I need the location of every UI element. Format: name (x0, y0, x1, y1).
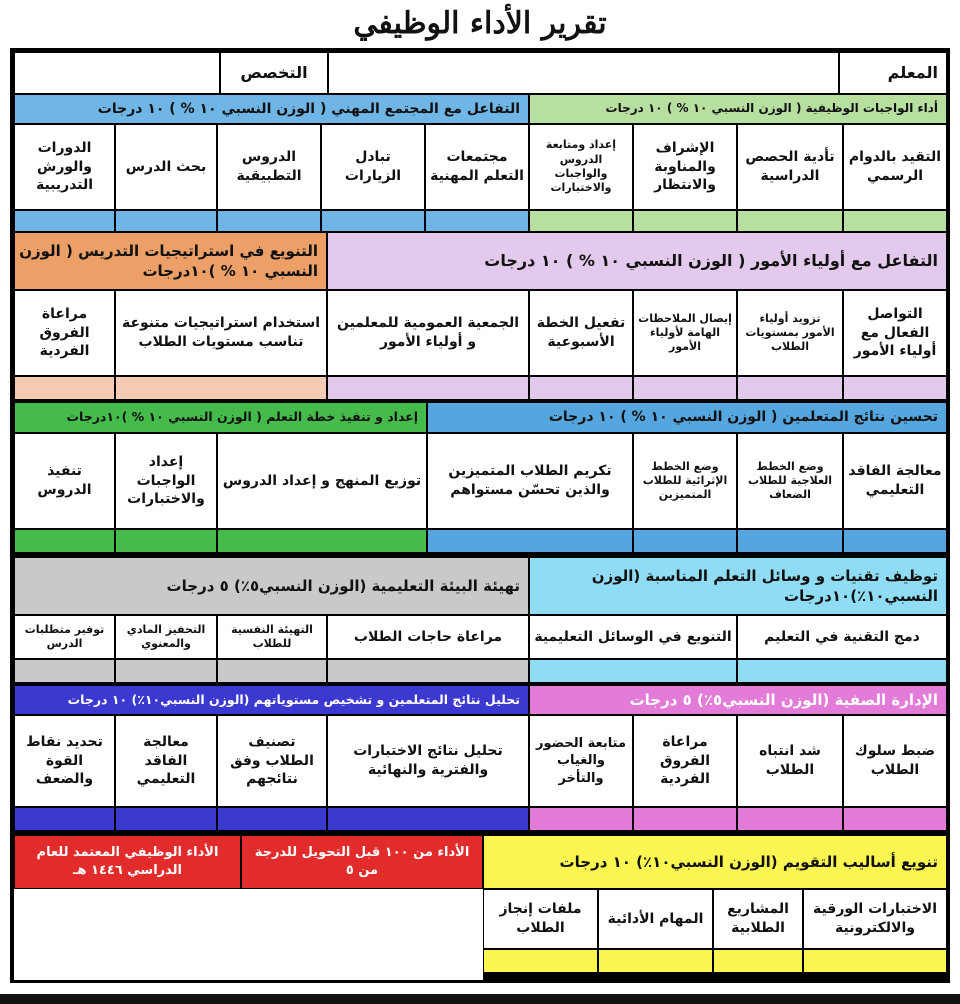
section3-left-title: إعداد و تنفيذ خطة التعلم ( الوزن النسبي ١٠ % )١٠درجات (14, 402, 427, 433)
item-s6-3: المهام الأدائية (598, 889, 713, 949)
score-s5-5[interactable] (327, 807, 529, 831)
item-s1-9: الدورات والورش التدريبية (14, 124, 115, 210)
score-s4-1[interactable] (737, 659, 947, 683)
item-s4-1: دمج التقنية في التعليم (737, 615, 947, 659)
section4-left-title: تهيئة البيئة التعليمية (الوزن النسبي٥٪) ٥ درجات (14, 557, 529, 615)
item-s2-7: مراعاة الفروق الفردية (14, 290, 115, 376)
item-s4-4: التهيئة النفسية للطلاب (217, 615, 327, 659)
item-s1-3: الإشراف والمناوبة والانتظار (633, 124, 737, 210)
item-s5-8: تحديد نقاط القوة والضعف (14, 715, 115, 807)
score-s4-5[interactable] (115, 659, 217, 683)
score-s3-6[interactable] (115, 529, 217, 553)
item-s5-6: تصنيف الطلاب وفق نتائجهم (217, 715, 327, 807)
item-s2-2: تزويد أولياء الأمور بمستويات الطلاب (737, 290, 843, 376)
score-s2-7[interactable] (14, 376, 115, 400)
section2-right-title: التفاعل مع أولياء الأمور ( الوزن النسبي ١٠ % ) ١٠ درجات (327, 232, 947, 290)
item-s3-5: توزيع المنهج و إعداد الدروس (217, 433, 427, 529)
item-s2-3: إيصال الملاحظات الهامة لأولياء الأمور (633, 290, 737, 376)
score-s3-4[interactable] (427, 529, 633, 553)
section1-left-title: التفاعل مع المجتمع المهني ( الوزن النسبي ١٠ % ) ١٠ درجات (14, 94, 529, 124)
score-s1-7[interactable] (217, 210, 321, 232)
score-s3-5[interactable] (217, 529, 427, 553)
item-s2-1: التواصل الفعال مع أولياء الأمور (843, 290, 947, 376)
score-s5-8[interactable] (14, 807, 115, 831)
score-s6-3[interactable] (598, 949, 713, 973)
score-s2-1[interactable] (843, 376, 947, 400)
score-s3-3[interactable] (633, 529, 737, 553)
item-s5-3: مراعاة الفروق الفردية (633, 715, 737, 807)
score-s1-5[interactable] (425, 210, 529, 232)
item-s5-4: متابعة الحضور والغياب والتأخر (529, 715, 633, 807)
section6-right-title: تنويع أساليب التقويم (الوزن النسبي١٠٪) ١٠ درجات (483, 835, 947, 889)
score-s6-2[interactable] (713, 949, 803, 973)
item-s1-1: التقيد بالدوام الرسمي (843, 124, 947, 210)
score-s5-7[interactable] (115, 807, 217, 831)
item-s1-5: مجتمعات التعلم المهنية (425, 124, 529, 210)
item-s5-2: شد انتباه الطلاب (737, 715, 843, 807)
item-s2-5: الجمعية العمومية للمعلمين و أولياء الأمور (327, 290, 529, 376)
item-s1-6: تبادل الزيارات (321, 124, 425, 210)
section5-right-title: الإدارة الصفية (الوزن النسبي٥٪) ٥ درجات (529, 685, 947, 715)
teacher-label: المعلم (839, 52, 947, 94)
score-s2-2[interactable] (737, 376, 843, 400)
score-s4-3[interactable] (327, 659, 529, 683)
item-s3-1: معالجة الفاقد التعليمي (843, 433, 947, 529)
note-before-conversion: الأداء من ١٠٠ قبل التحويل للدرجة من ٥ (241, 835, 483, 889)
item-s1-2: تأدية الحصص الدراسية (737, 124, 843, 210)
score-s3-1[interactable] (843, 529, 947, 553)
section1-right-title: أداء الواجبات الوظيفية ( الوزن النسبي ١٠ % ) ١٠ درجات (529, 94, 947, 124)
score-s4-4[interactable] (217, 659, 327, 683)
score-s5-1[interactable] (843, 807, 947, 831)
score-s3-7[interactable] (14, 529, 115, 553)
item-s5-1: ضبط سلوك الطلاب (843, 715, 947, 807)
score-s2-3[interactable] (633, 376, 737, 400)
bottom-bar (0, 994, 960, 1004)
score-s5-2[interactable] (737, 807, 843, 831)
specialty-field[interactable] (14, 52, 220, 94)
item-s4-5: التحفيز المادي والمعنوي (115, 615, 217, 659)
score-s1-2[interactable] (737, 210, 843, 232)
item-s6-2: المشاريع الطلابية (713, 889, 803, 949)
blank-area (14, 889, 483, 980)
section4-right-title: توظيف تقنيات و وسائل التعلم المناسبة (الوزن النسبي١٠٪)١٠درجات (529, 557, 947, 615)
item-s2-6: استخدام استراتيجيات متنوعة تناسب مستويات الطلاب (115, 290, 327, 376)
item-s5-7: معالجة الفاقد التعليمي (115, 715, 217, 807)
score-s1-4[interactable] (529, 210, 633, 232)
score-s4-2[interactable] (529, 659, 737, 683)
score-s4-6[interactable] (14, 659, 115, 683)
page-title: تقرير الأداء الوظيفي (353, 6, 607, 41)
item-s3-4: تكريم الطلاب المتميزين والذين تحسّن مستواهم (427, 433, 633, 529)
score-s2-4[interactable] (529, 376, 633, 400)
item-s2-4: تفعيل الخطة الأسبوعية (529, 290, 633, 376)
item-s3-2: وضع الخطط العلاجية للطلاب الضعاف (737, 433, 843, 529)
score-s5-4[interactable] (529, 807, 633, 831)
item-s1-8: بحث الدرس (115, 124, 217, 210)
item-s3-6: إعداد الواجبات والاختبارات (115, 433, 217, 529)
item-s5-5: تحليل نتائج الاختبارات والفترية والنهائية (327, 715, 529, 807)
score-s3-2[interactable] (737, 529, 843, 553)
score-s1-1[interactable] (843, 210, 947, 232)
item-s1-4: إعداد ومتابعة الدروس والواجبات والاختبارات (529, 124, 633, 210)
score-s1-3[interactable] (633, 210, 737, 232)
score-s6-1[interactable] (803, 949, 947, 973)
item-s4-3: مراعاة حاجات الطلاب (327, 615, 529, 659)
item-s4-2: التنويع في الوسائل التعليمية (529, 615, 737, 659)
score-s2-5[interactable] (327, 376, 529, 400)
score-s1-6[interactable] (321, 210, 425, 232)
section2-left-title: التنويع في استراتيجيات التدريس ( الوزن النسبي ١٠ % )١٠درجات (14, 232, 327, 290)
section5-left-title: تحليل نتائج المتعلمين و تشخيص مستوياتهم (الوزن النسبي١٠٪) ١٠ درجات (14, 685, 529, 715)
item-s1-7: الدروس التطبيقية (217, 124, 321, 210)
teacher-field[interactable] (328, 52, 839, 94)
item-s6-1: الاختبارات الورقية والالكترونية (803, 889, 947, 949)
section3-right-title: تحسين نتائج المتعلمين ( الوزن النسبي ١٠ % ) ١٠ درجات (427, 402, 947, 433)
item-s6-4: ملفات إنجاز الطلاب (483, 889, 598, 949)
score-s1-9[interactable] (14, 210, 115, 232)
item-s3-7: تنفيذ الدروس (14, 433, 115, 529)
item-s4-6: توفير متطلبات الدرس (14, 615, 115, 659)
report-table (10, 48, 950, 983)
score-s5-3[interactable] (633, 807, 737, 831)
item-s3-3: وضع الخطط الإثرائية للطلاب المتميزين (633, 433, 737, 529)
score-s5-6[interactable] (217, 807, 327, 831)
score-s6-4[interactable] (483, 949, 598, 973)
score-s1-8[interactable] (115, 210, 217, 232)
score-s2-6[interactable] (115, 376, 327, 400)
specialty-label: التخصص (220, 52, 328, 94)
note-approved-year: الأداء الوظيفي المعتمد للعام الدراسي ١٤٤٦ هـ (14, 835, 241, 889)
